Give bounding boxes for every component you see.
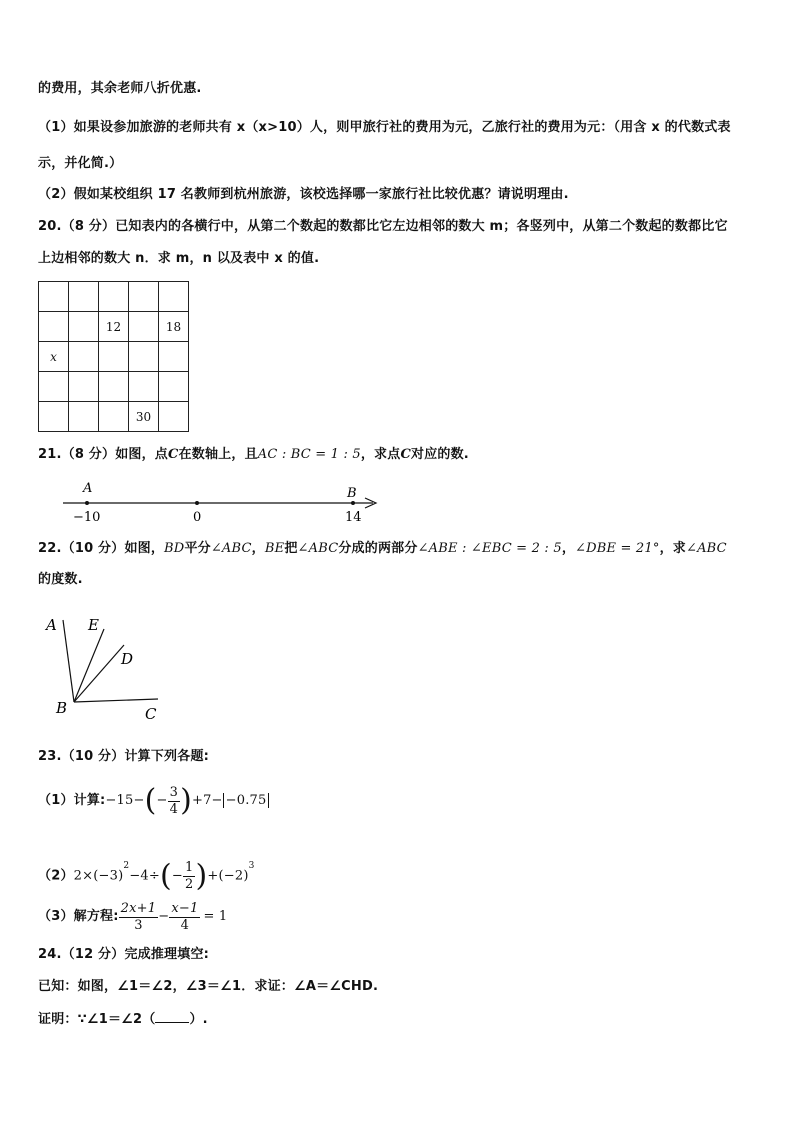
angle-figure xyxy=(40,610,180,725)
q22-text-6: ， xyxy=(561,541,576,556)
q22-text-1: 22.（10 分）如图， xyxy=(38,541,165,556)
e2-middle: −4÷ xyxy=(129,868,160,884)
absolute-value: −0.75 xyxy=(223,793,270,808)
q22-text-4: 把 xyxy=(284,541,298,556)
answer-blank[interactable] xyxy=(155,1009,189,1023)
ray-be xyxy=(74,629,104,702)
table-cell xyxy=(39,402,69,432)
q21-point-c-2: C xyxy=(400,447,411,462)
equation-rhs: = 1 xyxy=(203,909,228,924)
table-row xyxy=(39,282,189,312)
table-cell xyxy=(99,372,129,402)
question-19-part1: （1）如果设参加旅游的老师共有 x（x>10）人，则甲旅行社的费用为元，乙旅行社的费用为元：（用含 x 的代数式表 xyxy=(38,120,731,135)
question-22-line2: 的度数. xyxy=(38,572,83,587)
question-19-part1-cont: 示，并化简.） xyxy=(38,156,123,171)
question-20-line1: 20.（8 分）已知表内的各横行中，从第二个数起的数都比它左边相邻的数大 m；各竖列中，从第二个数起的数都比它 xyxy=(38,219,728,234)
q21-text-2: 在数轴上，且 xyxy=(178,447,258,462)
question-20-line2: 上边相邻的数大 n．求 m，n 以及表中 x 的值. xyxy=(38,251,320,266)
ray-ba xyxy=(63,620,74,702)
q21-point-c: C xyxy=(168,447,179,462)
question-22-line1 xyxy=(38,540,727,558)
proof-text-suffix: ）. xyxy=(189,1012,208,1027)
table-cell xyxy=(69,312,99,342)
question-24: 24.（12 分）完成推理填空: xyxy=(38,947,210,962)
q23-2-label: （2） xyxy=(38,868,74,884)
q22-angle-abc-3: ∠ABC xyxy=(685,541,727,556)
left-paren-icon: ( xyxy=(159,858,172,894)
right-paren-icon: ) xyxy=(243,868,249,884)
q21-ratio-expr: AC : BC = 1 : 5 xyxy=(257,447,361,462)
e2-exponent-2: 3 xyxy=(248,861,255,871)
table-cell xyxy=(39,372,69,402)
q22-angle-abc-1: ∠ABC xyxy=(210,541,252,556)
q23-3-label: （3）解方程: xyxy=(38,909,119,924)
table-cell xyxy=(159,342,189,372)
table-cell xyxy=(69,282,99,312)
q22-angle-dbe: ∠DBE = 21° xyxy=(575,541,660,556)
table-cell xyxy=(129,342,159,372)
fraction-3-4 xyxy=(168,785,180,818)
minus-sign: − xyxy=(158,909,170,924)
e2-base: −3 xyxy=(98,868,119,884)
label-a: A xyxy=(83,481,93,496)
fraction-denominator: 4 xyxy=(169,801,179,817)
q22-text-7: ，求 xyxy=(659,541,686,556)
q22-text-5: 分成的两部分 xyxy=(338,541,418,556)
question-24-proof xyxy=(38,1009,208,1029)
fraction-denominator: 4 xyxy=(180,917,190,933)
minus-sign: − xyxy=(171,868,183,884)
right-paren-icon: ) xyxy=(118,868,124,884)
fraction-1-2 xyxy=(183,860,195,893)
e2-prefix: 2× xyxy=(73,868,94,884)
left-paren-icon: ( xyxy=(144,783,157,818)
question-19-part2: （2）假如某校组织 17 名教师到杭州旅游，该校选择哪一家旅行社比较优惠？请说明理由. xyxy=(38,187,569,202)
question-24-given: 已知：如图，∠1＝∠2，∠3＝∠1．求证：∠A＝∠CHD. xyxy=(38,979,379,994)
point-zero-dot xyxy=(195,501,199,505)
table-row xyxy=(39,312,189,342)
label-d: D xyxy=(121,650,134,668)
q22-text-2: 平分 xyxy=(184,541,211,556)
label-a: A xyxy=(46,616,57,634)
question-21 xyxy=(38,446,469,464)
e2-exponent: 2 xyxy=(123,861,130,871)
fraction-x-minus-1-over-4 xyxy=(169,901,200,934)
table-cell xyxy=(129,372,159,402)
table-cell xyxy=(69,402,99,432)
table-cell xyxy=(129,282,159,312)
fraction-denominator: 3 xyxy=(134,917,143,933)
table-cell xyxy=(159,282,189,312)
table-row xyxy=(39,342,189,372)
table-cell xyxy=(99,282,129,312)
q21-text-1: 21.（8 分）如图，点 xyxy=(38,447,169,462)
table-cell: 30 xyxy=(129,402,159,432)
label-b: B xyxy=(347,486,357,501)
table-row xyxy=(39,402,189,432)
q22-angle-ratio: ∠ABE : ∠EBC = 2 : 5 xyxy=(417,541,562,556)
q22-bd: BD xyxy=(164,541,185,556)
ray-bc xyxy=(74,699,158,702)
e1-prefix: −15− xyxy=(105,793,145,808)
label-c: C xyxy=(145,705,157,723)
point-a-dot xyxy=(85,501,89,505)
q23-1-label: （1）计算: xyxy=(38,793,106,808)
question-23-part3 xyxy=(38,900,227,935)
fraction-numerator: 3 xyxy=(169,784,179,800)
table-cell xyxy=(99,402,129,432)
question-23: 23.（10 分）计算下列各题: xyxy=(38,749,210,764)
left-paren-icon: ( xyxy=(93,868,99,884)
table-cell xyxy=(159,402,189,432)
fraction-numerator: 2x+1 xyxy=(120,900,157,916)
number-table xyxy=(38,281,189,432)
label-minus-ten: −10 xyxy=(73,510,101,525)
number-line xyxy=(55,476,395,526)
fraction-numerator: 1 xyxy=(184,860,194,875)
text-line-fee-discount: 的费用，其余老师八折优惠. xyxy=(38,81,202,96)
table-cell: 12 xyxy=(99,312,129,342)
point-b-dot xyxy=(351,501,355,505)
table-cell xyxy=(69,342,99,372)
label-zero: 0 xyxy=(193,510,202,525)
table-row xyxy=(39,372,189,402)
q21-text-4: 对应的数. xyxy=(411,447,469,462)
right-paren-icon: ) xyxy=(195,858,208,894)
e1-middle: +7− xyxy=(191,793,223,808)
q22-be: BE xyxy=(264,541,285,556)
label-e: E xyxy=(88,616,99,634)
right-paren-icon: ) xyxy=(180,783,192,818)
proof-text-prefix: 证明：∵∠1＝∠2（ xyxy=(38,1012,156,1027)
question-23-part1 xyxy=(38,784,269,819)
ray-bd xyxy=(74,645,124,702)
table-cell: 18 xyxy=(159,312,189,342)
left-paren-icon: ( xyxy=(218,868,224,884)
question-23-part2 xyxy=(38,848,255,895)
q22-text-3: ， xyxy=(251,541,265,556)
e2-base-2: −2 xyxy=(223,868,244,884)
table-cell xyxy=(39,312,69,342)
table-cell xyxy=(99,342,129,372)
q22-angle-abc-2: ∠ABC xyxy=(297,541,339,556)
fraction-numerator: x−1 xyxy=(171,900,199,916)
table-cell xyxy=(69,372,99,402)
label-b: B xyxy=(56,699,68,717)
label-fourteen: 14 xyxy=(345,510,362,525)
plus-sign: + xyxy=(207,868,219,884)
table-cell xyxy=(39,282,69,312)
table-cell-x: x xyxy=(39,342,69,372)
table-cell xyxy=(159,372,189,402)
fraction-denominator: 2 xyxy=(184,877,194,892)
q21-text-3: ，求点 xyxy=(360,447,401,462)
minus-sign: − xyxy=(156,793,168,808)
table-cell xyxy=(129,312,159,342)
fraction-2x-plus-1-over-3 xyxy=(119,901,159,934)
